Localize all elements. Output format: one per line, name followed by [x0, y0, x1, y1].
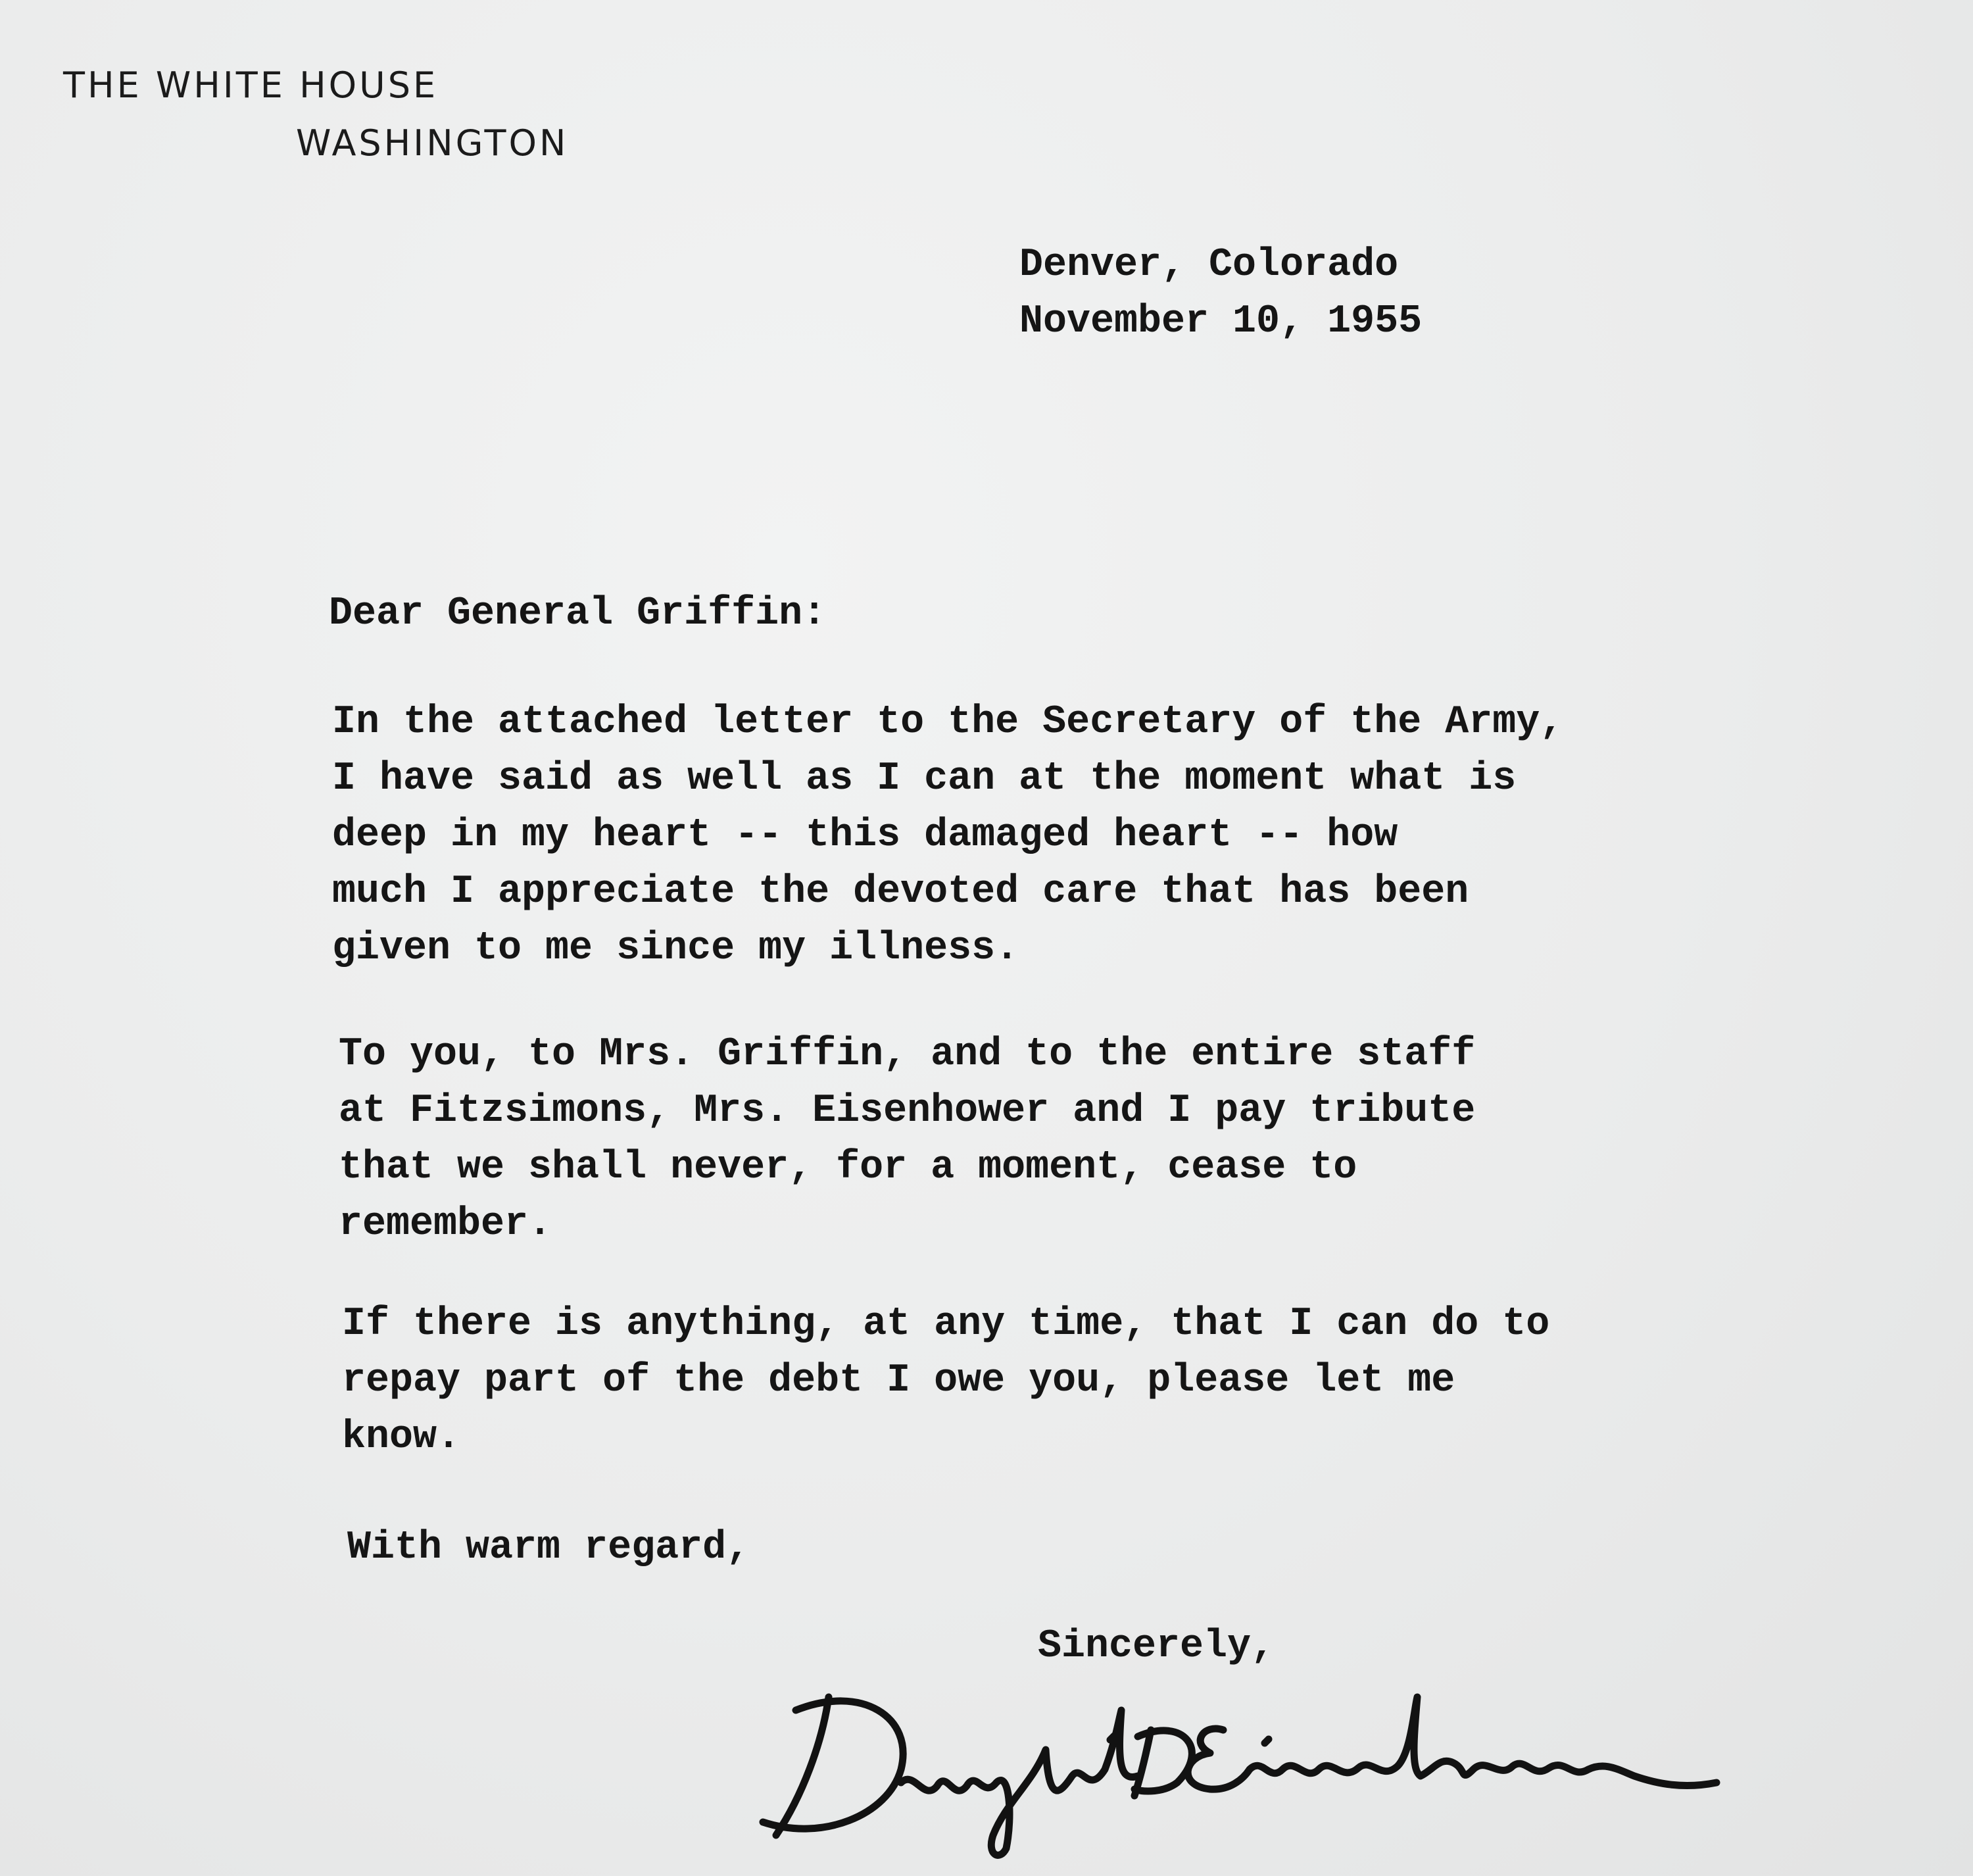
signature-image [750, 1671, 1749, 1868]
closing-line: With warm regard, [347, 1525, 750, 1570]
letterhead-line-1: THE WHITE HOUSE [63, 64, 439, 106]
letterhead-line-2: WASHINGTON [296, 122, 569, 164]
paragraph-line: In the attached letter to the Secretary of the Army, [332, 700, 1564, 745]
paragraph-line: given to me since my illness. [332, 926, 1019, 971]
sign-off: Sincerely, [1038, 1624, 1275, 1669]
paragraph-line: To you, to Mrs. Griffin, and to the entire staff [339, 1032, 1476, 1077]
paragraph-line: that we shall never, for a moment, cease to [339, 1145, 1357, 1190]
paragraph-2 [339, 1026, 1475, 1252]
paragraph-line: repay part of the debt I owe you, please let me [342, 1358, 1455, 1403]
paragraph-line: If there is anything, at any time, that I can do to [342, 1302, 1550, 1346]
date-line: November 10, 1955 [1019, 299, 1423, 344]
paragraph-line: at Fitzsimons, Mrs. Eisenhower and I pay tribute [339, 1089, 1476, 1133]
paragraph-1 [332, 694, 1563, 977]
paragraph-line: I have said as well as I can at the moment what is [332, 756, 1517, 801]
place-line: Denver, Colorado [1019, 243, 1399, 287]
paragraph-line: deep in my heart -- this damaged heart -- how [332, 813, 1398, 858]
paragraph-line: know. [342, 1415, 461, 1460]
paragraph-line: remember. [339, 1202, 552, 1247]
place-date-block [1019, 237, 1422, 350]
paragraph-3 [342, 1296, 1549, 1466]
paragraph-line: much I appreciate the devoted care that has been [332, 870, 1469, 914]
salutation: Dear General Griffin: [329, 591, 827, 636]
